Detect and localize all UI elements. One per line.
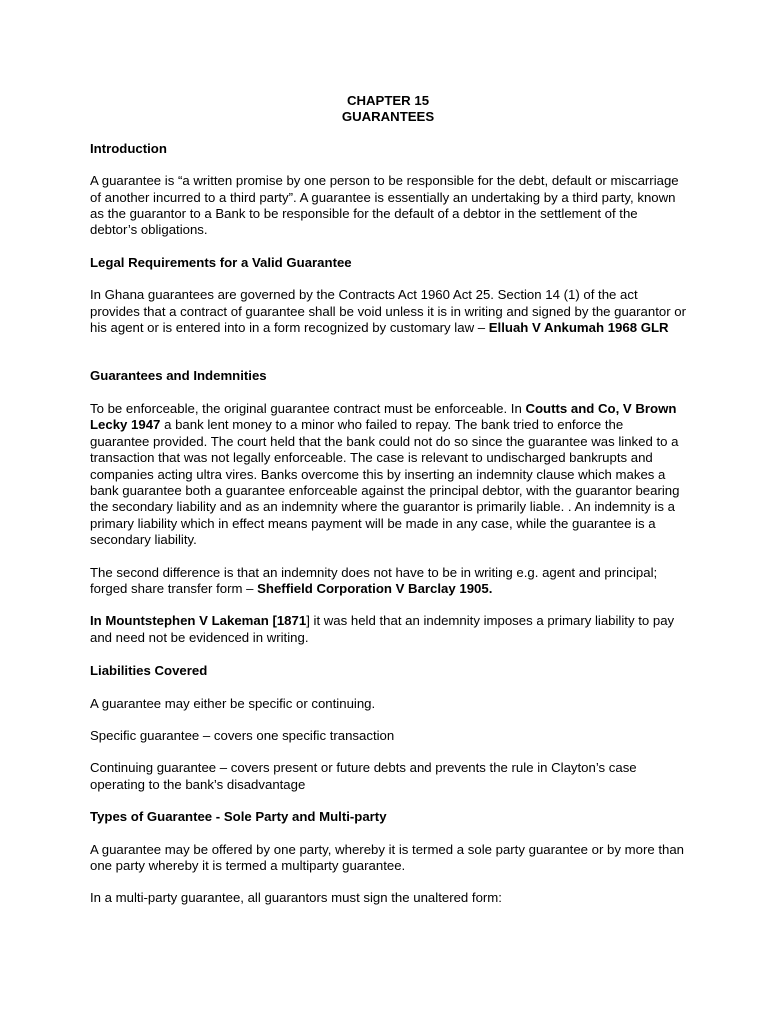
- mountstephen-paragraph: [90, 613, 686, 646]
- enforceability-text-start: To be enforceable, the original guarantee contract must be enforceable. In: [90, 400, 526, 416]
- liabilities-paragraph-3: Continuing guarantee – covers present or future debts and prevents the rule in Clayton’s case operating to the bank’s disadvantage: [90, 760, 637, 792]
- heading-liabilities: Liabilities Covered: [90, 663, 208, 679]
- introduction-paragraph: A guarantee is “a written promise by one person to be responsible for the debt, default or miscarriage of another incurred to a third party”. A guarantee is essentially an undertaking by a third party, known as the guarantor to a Bank to be responsible for the default of a debtor in the settlement of the debtor’s obligations.: [90, 173, 679, 238]
- enforceability-paragraph: [90, 401, 686, 549]
- document-page: [90, 93, 686, 923]
- legal-requirements-paragraph: [90, 287, 686, 336]
- case-citation-mountstephen: In Mountstephen V Lakeman [1871: [90, 613, 307, 629]
- types-paragraph-1: A guarantee may be offered by one party, whereby it is termed a sole party guarantee or by more than one party whereby it is termed a multiparty guarantee.: [90, 841, 685, 873]
- chapter-header: [90, 93, 686, 126]
- mountstephen-text: ] it was held that an indemnity imposes a primary liability to pay and need not be evidenced in writing.: [90, 613, 675, 645]
- heading-guarantees-indemnities: Guarantees and Indemnities: [90, 368, 267, 384]
- enforceability-text-end: a bank lent money to a minor who failed to repay. The bank tried to enforce the guarantee provided. The court held that the bank could not do so since the guarantee was linked to a transaction that was not legally enforceable. The case is relevant to undischarged bankrupts and companies acting ultra vires. Banks overcome this by inserting an indemnity clause which makes a bank guarantee both a guarantee enforceable against the principal debtor, with the guarantor bearing the secondary liability and as an indemnity where the guarantor is primarily liable. . An indemnity is a primary liability which in effect means payment will be made in any case, while the guarantee is a secondary liability.: [90, 417, 680, 548]
- chapter-title: GUARANTEES: [341, 109, 435, 125]
- heading-types: Types of Guarantee - Sole Party and Multi-party: [90, 809, 387, 825]
- case-citation-sheffield: Sheffield Corporation V Barclay 1905.: [257, 580, 493, 596]
- types-paragraph-2: In a multi-party guarantee, all guarantors must sign the unaltered form:: [90, 890, 502, 906]
- heading-introduction: Introduction: [90, 140, 167, 156]
- case-citation-elluah: Elluah V Ankumah 1968 GLR: [488, 320, 669, 336]
- liabilities-paragraph-1: A guarantee may either be specific or continuing.: [90, 695, 376, 711]
- case-citation-coutts: Coutts and Co, V Brown Lecky 1947: [90, 400, 677, 433]
- chapter-number: CHAPTER 15: [346, 93, 430, 108]
- second-difference-paragraph: [90, 565, 686, 598]
- legal-requirements-text: In Ghana guarantees are governed by the Contracts Act 1960 Act 25. Section 14 (1) of the act provides that a contract of guarantee shall be void unless it is in writing and signed by the guarantor or his agent or is entered into in a form recognized by customary law –: [90, 287, 686, 336]
- liabilities-paragraph-2: Specific guarantee – covers one specific transaction: [90, 727, 395, 743]
- second-difference-text: The second difference is that an indemnity does not have to be in writing e.g. agent and principal; forged share transfer form –: [90, 564, 658, 596]
- heading-legal-requirements: Legal Requirements for a Valid Guarantee: [90, 254, 352, 270]
